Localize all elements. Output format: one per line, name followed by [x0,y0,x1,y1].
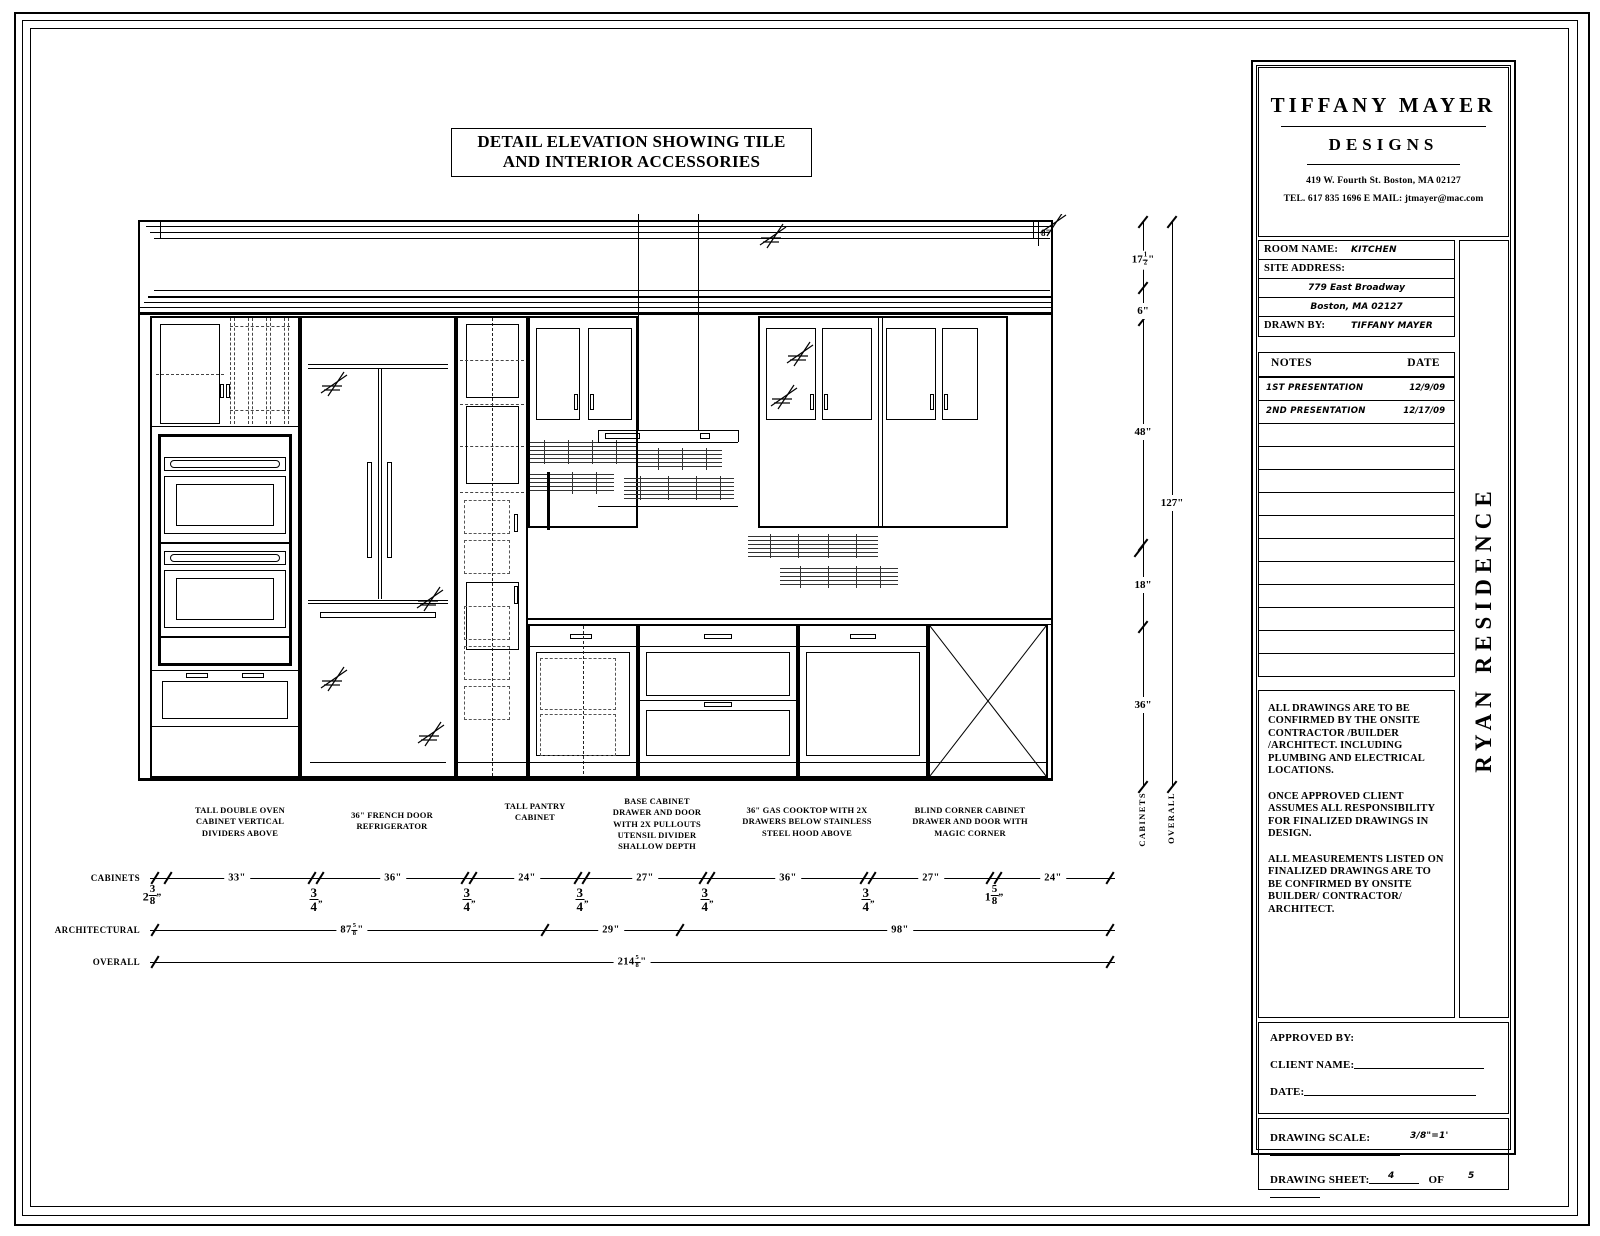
approval-date-label: DATE: [1270,1086,1305,1098]
drawing-scale-value: 3/8"=1' [1410,1131,1449,1141]
approved-by-label: APPROVED BY: [1270,1032,1355,1044]
drawing-sheet-label: DRAWING SHEET: [1270,1174,1370,1186]
wall-cab-right-door-2 [822,328,872,420]
crown-line-4 [154,238,1050,239]
note-text: 1ST PRESENTATION [1266,383,1364,393]
dimlabel-cab-36: 36" [380,873,406,884]
right-base-door [806,652,920,756]
right-wall-line [1051,312,1053,780]
drawing-scale-row[interactable] [1270,1132,1497,1158]
pantry-shelf-4 [460,492,524,493]
dimgap-3-4-e: $\frac{3}{4}$ ” [862,885,875,914]
wall-cab-right-handle-2 [824,394,828,410]
drawing-title-line-2: AND INTERIOR ACCESSORIES [502,152,761,172]
oven-base-drawer-face [162,681,288,719]
base-cab-centerline [583,626,584,774]
notes-table-header [1259,353,1454,378]
notes-row[interactable] [1259,470,1454,493]
note-date: 12/17/09 [1403,406,1445,416]
hood-top [598,430,738,431]
disclaimer-paragraph: ALL DRAWINGS ARE TO BE CONFIRMED BY THE ONSITE CONTRACTOR /BUILDER /ARCHITECT. INCLUDING PLUMBING AND ELECTRICAL LOCATIONS. [1268,703,1425,777]
drawing-scale-field[interactable] [1270,1144,1400,1156]
tray-divider-4 [284,318,285,424]
fridge-handle-left [367,462,372,558]
logo-divider-1 [1281,126,1486,127]
label-line: WITH 2X PULLOUTS [613,818,701,829]
label-line: DRAWERS BELOW STAINLESS [742,816,872,827]
crown-left-edge [138,220,140,316]
soffit-line-1 [154,290,1050,291]
oven-base-drawer-pull-right [242,673,264,678]
right-base-toe-line [800,762,926,763]
disclaimer-paragraph: ONCE APPROVED CLIENT ASSUMES ALL RESPONSIBILITY FOR FINALIZED DRAWINGS IN DESIGN. [1268,790,1435,840]
wall-cab-right-divider [878,318,879,526]
chimney-right [698,214,699,314]
notes-row[interactable] [1259,493,1454,516]
date-column-header: DATE [1407,357,1440,369]
oven-cabinet-toe-top [150,726,300,727]
cab-label-blind-corner [880,805,1060,839]
fridge-door-split-2 [381,369,382,599]
wall-cab-handle-a [574,394,578,410]
approval-date-field[interactable] [1304,1084,1476,1096]
hood-control-strip [605,433,640,439]
dimlabel-overall-214-5-8: 214 $\frac{5}{8}$ " [614,955,651,969]
notes-column-header: NOTES [1271,357,1312,369]
cooktop-drawer-pull-1 [704,634,732,639]
tray-divider-4b [288,318,289,424]
oven-bottom-rail [160,636,290,638]
fridge-top-panel-line [308,364,448,365]
tile-hood-row-1 [638,448,722,470]
tray-divider-3 [266,318,267,424]
tile-edge-marker [547,472,550,530]
notes-row[interactable] [1259,631,1454,654]
notes-row[interactable] [1259,378,1454,401]
date-row[interactable] [1270,1084,1497,1098]
wall-cab-right-handle-1 [810,394,814,410]
drawing-sheet-total-field[interactable] [1270,1186,1320,1198]
crown-dim-label: 8" [1041,228,1051,238]
oven-upper-bottom-rail [152,426,298,427]
dimgap-2-3-8: 2 $\frac{3}{8}$ ” [142,883,162,907]
fridge-toe-line [310,762,446,763]
floor-line [138,778,1053,781]
wall-cab-door-b [588,328,632,420]
dimlabel-arch-87-5-8: 87 $\frac{5}{8}$ " [336,923,367,937]
freezer-drawer-handle [320,612,436,618]
vdim-label-17-5: 17 $\frac{1}{2}$ " [1129,251,1158,270]
right-base-drawer-pull [850,634,876,639]
countertop-line [528,618,1052,620]
cab-label-tall-double-oven [160,805,320,839]
blind-corner-x-mark [930,626,1046,776]
site-address-line-1[interactable]: 779 East Broadway [1308,283,1405,293]
chimney-left [638,214,639,314]
chimney-right-lower [698,314,699,430]
cab-label-refrigerator [312,810,472,833]
oven-lower-handle [170,554,280,562]
label-line: 36" GAS COOKTOP WITH 2X [746,805,868,815]
wall-cab-right-divider-2 [882,318,883,526]
pantry-pullout-1 [464,500,510,534]
project-info-table [1258,240,1455,337]
dimlabel-cab-27b: 27" [918,873,944,884]
soffit-bottom-heavy [138,312,1053,315]
dimlabel-cab-27: 27" [632,873,658,884]
dimgap-3-4-d: $\frac{3}{4}$ ” [701,885,714,914]
hood-left-edge [598,430,599,442]
tile-backsplash-left-b [530,472,614,494]
tile-backsplash-right-a [748,534,878,558]
hood-bottom [598,442,738,443]
crown-return-right [1033,220,1034,238]
client-name-label: CLIENT NAME: [1270,1059,1355,1071]
drawing-sheet-row[interactable] [1270,1172,1497,1200]
dimlabel-arch-29: 29" [598,925,624,936]
drawing-title-line-1: DETAIL ELEVATION SHOWING TILE [477,132,786,151]
company-logo-block [1258,67,1509,237]
soffit-line-4 [140,307,1051,308]
notes-row[interactable] [1259,447,1454,470]
logo-divider-2 [1307,164,1460,165]
note-text: 2ND PRESENTATION [1266,406,1366,416]
wall-cab-right-door-1 [766,328,816,420]
approved-by-row [1270,1032,1497,1044]
crown-dim-line [1038,222,1039,246]
room-name-value[interactable]: KITCHEN [1351,245,1397,255]
right-base-drawer-split [800,646,926,647]
base-cab-pullout-1 [540,658,616,710]
tile-field-base-line [598,506,738,507]
cooktop-drawer-face-2 [646,710,790,756]
client-name-field[interactable] [1354,1057,1484,1069]
cooktop-toe-line [640,762,796,763]
soffit-line-3 [144,302,1051,303]
oven-lower-window [176,578,274,620]
tile-hood-row-2 [624,476,734,500]
left-wall-line [138,312,140,780]
cooktop-drawer-split-2 [640,700,796,701]
wall-cab-right-door-3 [886,328,936,420]
disclaimer-paragraph: ALL MEASUREMENTS LISTED ON FINALIZED DRAWINGS ARE TO BE CONFIRMED BY ONSITE BUILDER/ CONTRACTOR/ ARCHITECT. [1268,853,1444,915]
crown-return-left [160,220,161,238]
tray-divider-2b [252,318,253,424]
scale-block [1258,1118,1509,1190]
cooktop-drawer-pull-2 [704,702,732,707]
fridge-door-split [378,369,379,599]
drawn-by-value[interactable]: TIFFANY MAYER [1351,321,1433,331]
pantry-toe-line [458,762,526,763]
crown-line-3 [150,232,1050,233]
oven-base-drawer-pull-left [186,673,208,678]
base-cab-drawer-pull [570,634,592,639]
drawing-scale-label: DRAWING SCALE: [1270,1132,1371,1144]
vdim-label-overall-127: 127" [1158,495,1187,511]
label-line: 36" FRENCH DOOR [351,810,433,820]
dimgap-1-5-8: 1 $\frac{5}{8}$ ” [984,883,1004,907]
pantry-pullout-2 [464,540,510,574]
dimgap-3-4-c: $\frac{3}{4}$ ” [576,885,589,914]
pantry-door-handle-upper [514,514,518,532]
wall-cab-right-handle-3 [930,394,934,410]
pantry-shelf-1 [460,360,524,361]
blind-corner-toe-line [930,762,1046,763]
hood-light-switch [700,433,710,439]
oven-divider-rail [160,542,290,544]
label-line: BASE CABINET [624,796,690,806]
tray-divider-1 [230,318,231,424]
chimney-left-lower [638,314,639,430]
oven-base-drawer-top [152,670,298,671]
label-line: CABINET [514,812,556,823]
row-site-address-line-1 [1259,279,1454,298]
drawn-by-label: DRAWN BY: [1264,320,1326,331]
pantry-upper-door [466,324,519,398]
crown-line-2 [146,226,1051,227]
label-line: UTENSIL DIVIDER [617,829,697,840]
tray-divider-1b [234,318,235,424]
approval-block [1258,1022,1509,1114]
crown-top-line [138,220,1053,222]
room-name-label: ROOM NAME: [1264,244,1339,255]
row-site-address-line-2 [1259,298,1454,317]
label-line: SHALLOW DEPTH [618,841,696,852]
base-cab-toe-line [530,762,636,763]
vdim-label-48: 48" [1131,424,1154,440]
oven-upper-window [176,484,274,526]
drawing-sheet-number: 4 [1388,1171,1395,1181]
dimgap-3-4-b: $\frac{3}{4}$ ” [463,885,476,914]
vdim-label-6: 6" [1134,303,1152,319]
project-name-text: RYAN RESIDENCE [1471,485,1496,773]
dimlabel-cab-24b: 24" [1040,873,1066,884]
vdim-axis-label-overall: OVERALL [1166,792,1176,844]
oven-upper-door-handle [220,384,224,398]
notes-row[interactable] [1259,539,1454,562]
title-block [1251,60,1516,1186]
dimgap-3-4-a: $\frac{3}{4}$ ” [310,885,323,914]
pantry-mid-door [466,406,519,484]
dimrow-label-architectural: ARCHITECTURAL [54,925,140,935]
label-line: TALL DOUBLE OVEN [195,805,285,815]
notes-row[interactable] [1259,608,1454,631]
fridge-handle-right [387,462,392,558]
fridge-freezer-split [308,600,448,601]
company-contact: TEL. 617 835 1696 E MAIL: jtmayer@mac.com [1283,194,1484,204]
kitchen-elevation-drawing [138,214,1088,784]
pantry-pullout-3 [464,606,510,640]
drawing-sheet-number-field[interactable] [1369,1172,1419,1184]
vdim-label-36: 36" [1131,697,1154,713]
soffit-line-2 [148,296,1051,298]
client-name-row[interactable] [1270,1057,1497,1071]
pantry-door-handle-lower [514,586,518,604]
tile-backsplash-right-b [780,566,898,588]
row-site-address [1259,260,1454,279]
drawing-sheet-total: 5 [1468,1171,1475,1181]
notes-row[interactable] [1259,424,1454,447]
company-subtitle: DESIGNS [1328,135,1439,154]
cooktop-drawer-split-1 [640,646,796,647]
notes-row[interactable] [1259,401,1454,424]
tray-divider-top-dash [230,326,290,327]
label-line: DRAWER AND DOOR [612,807,702,818]
label-line: BLIND CORNER CABINET [914,805,1026,815]
notes-row[interactable] [1259,516,1454,539]
vdim-label-18: 18" [1131,577,1154,593]
tray-divider-3b [270,318,271,424]
label-line: STEEL HOOD ABOVE [761,827,853,838]
cab-label-base-cabinet [582,796,732,852]
label-line: CABINET VERTICAL [195,816,285,827]
tray-divider-2 [248,318,249,424]
site-address-line-2[interactable]: Boston, MA 02127 [1310,302,1403,312]
dimlabel-cab-33: 33" [224,873,250,884]
dimlabel-cab-24: 24" [514,873,540,884]
dimlabel-arch-98: 98" [887,925,913,936]
notes-row[interactable] [1259,654,1454,676]
base-cab-pullout-2 [540,714,616,756]
label-line: MAGIC CORNER [934,827,1006,838]
pantry-pullout-5 [464,686,510,720]
cooktop-drawer-face-1 [646,652,790,696]
site-address-label: SITE ADDRESS: [1264,263,1346,274]
drawing-sheet-of: OF [1428,1174,1445,1186]
dimrow-architectural-line [150,930,1115,931]
tile-backsplash-left-a [530,440,636,464]
label-line: REFRIGERATOR [356,821,428,832]
notes-row[interactable] [1259,585,1454,608]
dimrow-label-overall: OVERALL [92,957,140,967]
note-date: 12/9/09 [1409,383,1445,393]
row-drawn-by [1259,317,1454,336]
crown-right-edge [1051,220,1053,316]
cab-label-cooktop [712,805,902,839]
vdim-axis-label-cabinets: CABINETS [1137,792,1147,847]
company-name: TIFFANY MAYER [1270,93,1497,117]
project-name-sidebar [1459,240,1509,1018]
wall-cab-right-handle-4 [944,394,948,410]
tray-divider-bot-dash [230,410,290,411]
dimlabel-cab-36b: 36" [775,873,801,884]
label-line: DRAWER AND DOOR WITH [912,816,1028,827]
pantry-shelf-2 [460,404,524,405]
oven-upper-handle [170,460,280,468]
wall-cab-handle-b [590,394,594,410]
oven-upper-shelf-dash [156,374,224,375]
company-address: 419 W. Fourth St. Boston, MA 02127 [1306,176,1461,186]
disclaimer-block [1258,690,1455,1018]
revision-notes-table [1258,352,1455,677]
row-room-name [1259,241,1454,260]
hood-right-edge [738,430,739,442]
notes-row[interactable] [1259,562,1454,585]
drawing-title-banner [451,128,812,177]
dimrow-label-cabinets: CABINETS [90,873,140,883]
pantry-pullout-4 [464,646,510,680]
label-line: DIVIDERS ABOVE [201,827,279,838]
fridge-freezer-split-2 [308,603,448,604]
label-line: TALL PANTRY [504,801,566,811]
